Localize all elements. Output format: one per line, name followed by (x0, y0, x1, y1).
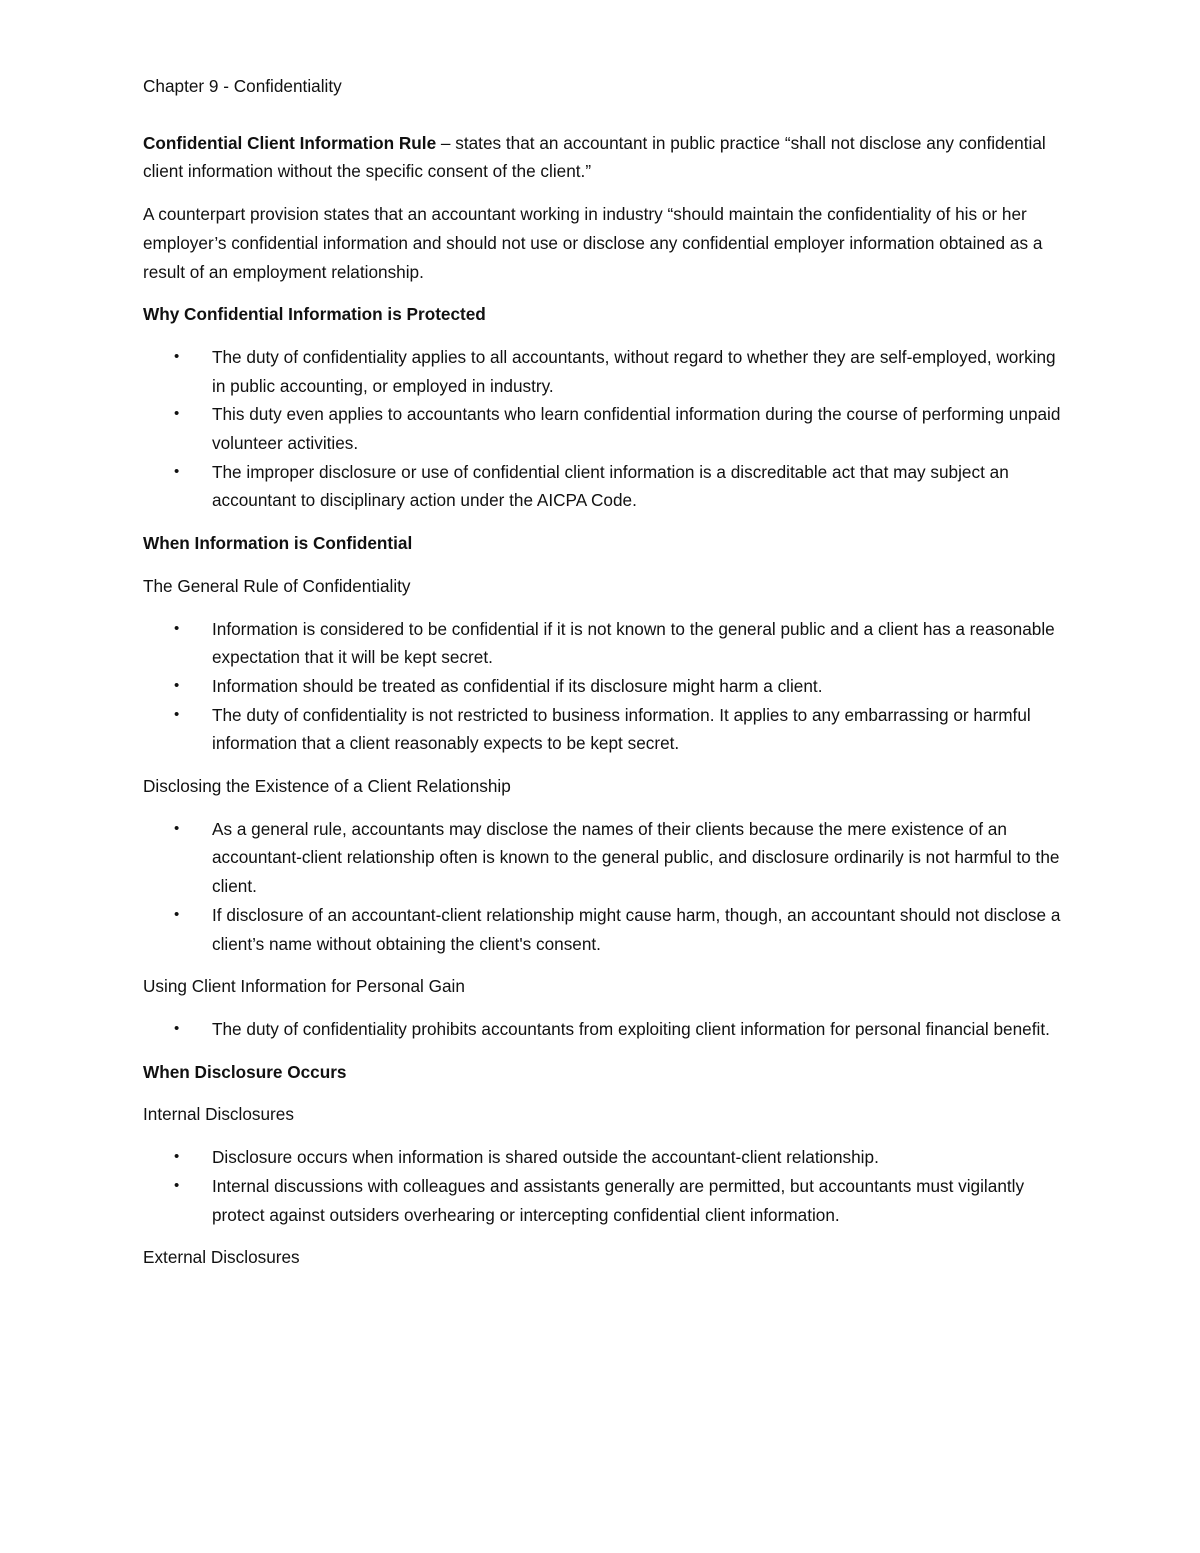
list-item (143, 1015, 1063, 1044)
list-item-text: The duty of confidentiality prohibits accountants from exploiting client information for personal financial benefit. (212, 1018, 1050, 1039)
heading-when-confidential: When Information is Confidential (143, 533, 413, 554)
bullet-icon: • (174, 1148, 180, 1166)
list-existence (143, 815, 1063, 959)
counterpart-paragraph: A counterpart provision states that an accountant working in industry “should maintain the confidentiality of his or her employer’s confidential information and should not use or disclose any confidential employer information obtained as a result of an employment relationship. (143, 204, 1043, 282)
bullet-icon: • (174, 676, 180, 694)
subheading-existence: Disclosing the Existence of a Client Relationship (143, 776, 511, 797)
list-item-text: Disclosure occurs when information is shared outside the accountant-client relationship. (212, 1147, 879, 1168)
bullet-icon: • (174, 1176, 180, 1194)
rule-paragraph (143, 129, 1063, 186)
list-item-text: Information should be treated as confidential if its disclosure might harm a client. (212, 675, 823, 696)
list-item (143, 815, 1063, 901)
list-general-rule (143, 615, 1063, 759)
rule-text: – states that an accountant in public practice “shall not disclose any confidential client information without the specific consent of the client.” (143, 132, 1046, 182)
list-item-text: If disclosure of an accountant-client relationship might cause harm, though, an accountant should not disclose a client’s name without obtaining the client's consent. (212, 904, 1061, 954)
list-item-text: As a general rule, accountants may disclose the names of their clients because the mere existence of an accountant-client relationship often is known to the general public, and disclosure ordinarily is not harmful to the client. (212, 818, 1060, 897)
list-item (143, 672, 1063, 701)
rule-term: Confidential Client Information Rule (143, 132, 437, 153)
list-item (143, 701, 1063, 758)
list-internal (143, 1143, 1063, 1229)
subheading-general-rule: The General Rule of Confidentiality (143, 575, 411, 596)
list-personal-gain (143, 1015, 1063, 1044)
list-item-text: Information is considered to be confidential if it is not known to the general public and a client has a reasonable expectation that it will be kept secret. (212, 618, 1055, 668)
bullet-icon: • (174, 347, 180, 365)
bullet-icon: • (174, 462, 180, 480)
list-item (143, 1143, 1063, 1172)
list-item (143, 1172, 1063, 1229)
subheading-external: External Disclosures (143, 1247, 300, 1268)
list-why-protected (143, 343, 1063, 515)
heading-why-protected: Why Confidential Information is Protected (143, 304, 486, 325)
list-item-text: The improper disclosure or use of confidential client information is a discreditable act that may subject an accountant to disciplinary action under the AICPA Code. (212, 461, 1009, 511)
bullet-icon: • (174, 619, 180, 637)
list-item-text: Internal discussions with colleagues and assistants generally are permitted, but accountants must vigilantly protect against outsiders overhearing or intercepting confidential client information. (212, 1175, 1025, 1225)
document-title: Chapter 9 - Confidentiality (143, 76, 342, 96)
list-item-text: The duty of confidentiality is not restricted to business information. It applies to any embarrassing or harmful information that a client reasonably expects to be kept secret. (212, 704, 1031, 754)
bullet-icon: • (174, 905, 180, 923)
list-item (143, 615, 1063, 672)
list-item-text: The duty of confidentiality applies to all accountants, without regard to whether they are self-employed, working in public accounting, or employed in industry. (212, 346, 1056, 396)
bullet-icon: • (174, 819, 180, 837)
bullet-icon: • (174, 1019, 180, 1037)
subheading-internal: Internal Disclosures (143, 1104, 294, 1125)
bullet-icon: • (174, 405, 180, 423)
list-item (143, 458, 1063, 515)
list-item-text: This duty even applies to accountants who learn confidential information during the course of performing unpaid volunteer activities. (212, 404, 1061, 454)
document-page (143, 72, 1063, 1286)
heading-when-disclosure: When Disclosure Occurs (143, 1061, 347, 1082)
list-item (143, 343, 1063, 400)
subheading-personal-gain: Using Client Information for Personal Gain (143, 976, 465, 997)
bullet-icon: • (174, 705, 180, 723)
list-item (143, 400, 1063, 457)
list-item (143, 901, 1063, 958)
